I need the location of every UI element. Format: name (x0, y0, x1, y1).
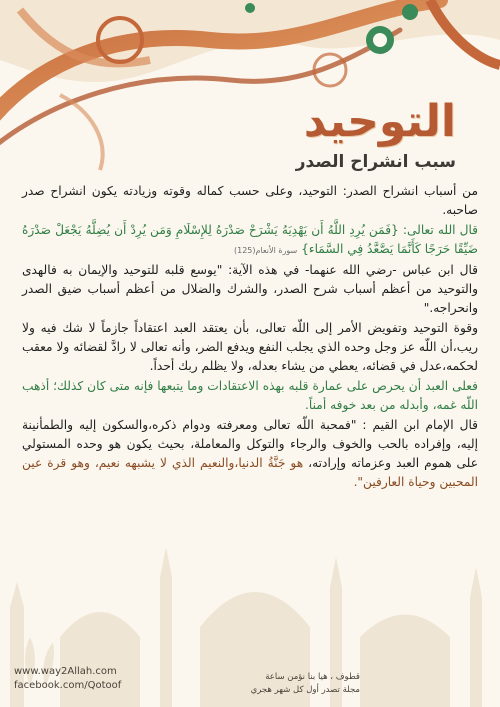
verse-intro: قال الله تعالى: (398, 223, 478, 237)
paragraph-ibn-qayyim (22, 416, 478, 492)
article-body (22, 182, 478, 493)
paragraph-ibn-abbas: قال ابن عباس -رضي الله عنهما- في هذه الآية: "يوسع قلبه للتوحيد والإيمان به فالهدى والتوحيد من أعظم أسباب شرح الصدر، والشرك والضلال من أعظم أسباب ضيق الصدر وانحراجه." (22, 263, 478, 315)
footer-credits (150, 671, 360, 697)
facebook-link[interactable]: facebook.com/Qotoof (14, 680, 122, 691)
credit-line-1: قطوف ، هيا بنا نؤمن ساعة (265, 672, 360, 682)
page-title: التوحيد (303, 96, 456, 147)
paragraph-tawhid-strength: وقوة التوحيد وتفويض الأمر إلى اللّه تعالى، بأن يعتقد العبد اعتقاداً جازماً لا شك فيه ولا ريب،أن اللّه عز وجل وحده الذي يجلب النفع ويدفع الضر، وأنه تعالى لا رادَّ لقضائه ولا معقب لحكمه،عدل في قضائه، يعطي من يشاء بعدله، ولا يظلم ربك أحداً. (22, 321, 478, 373)
website-link[interactable]: www.way2Allah.com (14, 666, 117, 677)
paragraph-advice: فعلى العبد أن يحرص على عمارة قلبه بهذه الاعتقادات وما يتبعها فإنه متى كان كذلك؛ أذهب اللّه غمه، وأبدله من بعد خوفه أمناً. (22, 379, 478, 412)
page-subtitle: سبب انشراح الصدر (295, 152, 456, 172)
paragraph-intro: من أسباب انشراح الصدر: التوحيد، وعلى حسب كماله وقوته وزيادته يكون انشراح صدر صاحبه. (22, 184, 478, 217)
paragraph-verse (22, 221, 478, 260)
footer-links (14, 665, 121, 693)
verse-reference: سورة الأنعام(125) (234, 246, 298, 255)
credit-line-2: مجلة تصدر أول كل شهر هجري (250, 685, 360, 695)
quran-verse: {فَمَن يُرِدِ اللَّهُ أَن يَهْدِيَهُ يَشْرَحْ صَدْرَهُ لِلإِسْلَامِ وَمَن يُرِدْ أَن يُضِلَّهُ يَجْعَلْ صَدْرَهُ ضَيِّقًا حَرَجًا كَأَنَّمَا يَصَّعَّدُ فِي السَّمَاء} (22, 223, 478, 256)
ibn-qayyim-quote: قال الإمام ابن القيم : "فمحبة اللّه تعالى ومعرفته ودوام ذكره،والسكون إليه والطمأنينة إليه، وإفراده بالحب والخوف والرجاء والتوكل والمعاملة، بحيث يكون هو وحده المستولي على هموم العبد وعزماته وإرادته، (22, 418, 478, 470)
ibn-qayyim-quote-end: هو جَنَّةُ الدنيا،والنعيم الذي لا يشبهه نعيم، وهو قرة عين المحبين وحياة العارفين". (22, 456, 478, 489)
